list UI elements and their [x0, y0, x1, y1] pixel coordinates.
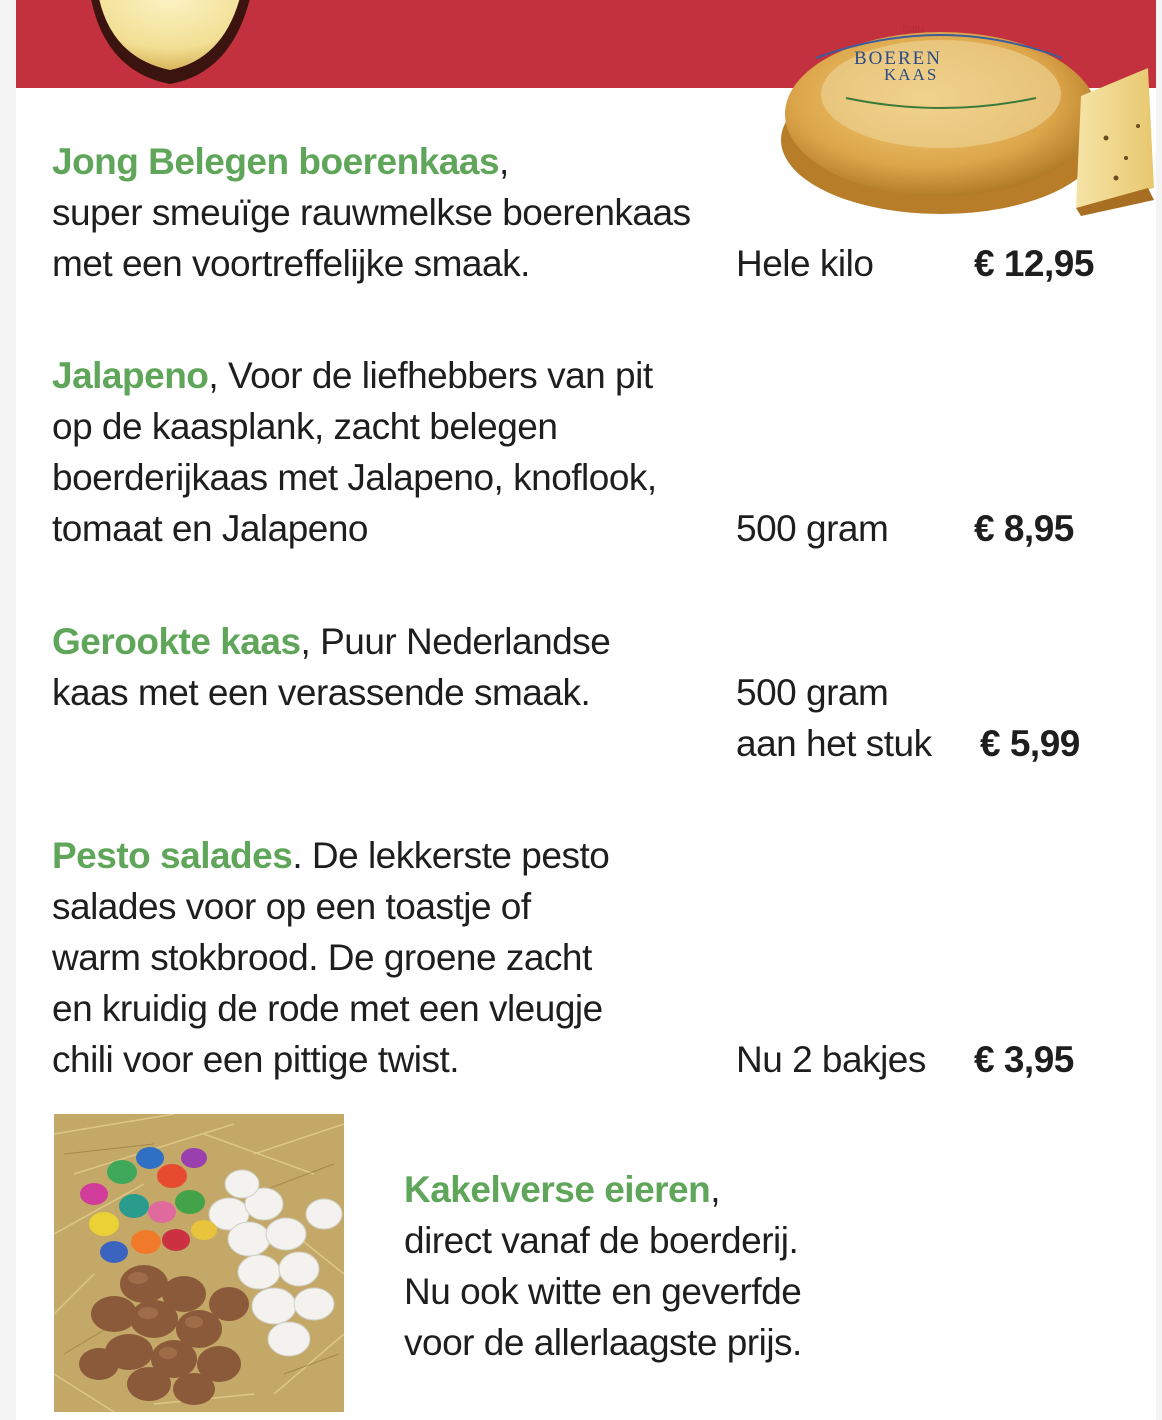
product-unit: Nu 2 bakjes — [736, 1039, 926, 1080]
product-jong-belegen — [52, 136, 691, 289]
product-name: Kakelverse eieren — [404, 1169, 711, 1210]
svg-text:BOEREN: BOEREN — [854, 48, 942, 69]
product-price: € 8,95 — [974, 508, 1074, 549]
product-price: € 3,95 — [974, 1039, 1074, 1080]
product-unit-line2: aan het stuk — [736, 723, 932, 764]
product-gerookte-kaas — [52, 616, 610, 718]
product-name-suffix: , — [710, 1169, 721, 1210]
product-description-line: tomaat en Jalapeno — [52, 508, 369, 549]
product-description-line: direct vanaf de boerderij. — [404, 1220, 799, 1261]
product-description-line: boerderijkaas met Jalapeno, knoflook, — [52, 457, 657, 498]
page-margin-right — [1156, 0, 1162, 1420]
product-name: Jalapeno — [52, 355, 209, 396]
product-name-suffix: , Voor de liefhebbers van pit — [208, 355, 653, 396]
boerenkaas-wheel-image — [776, 18, 1156, 218]
product-description-line: en kruidig de rode met een vleugje — [52, 988, 603, 1029]
product-name-suffix: , — [499, 141, 509, 182]
product-description-line: kaas met een verassende smaak. — [52, 672, 591, 713]
product-name: Jong Belegen boerenkaas — [52, 141, 500, 182]
page-margin-left — [0, 0, 16, 1420]
product-pesto-salades — [52, 830, 609, 1085]
eggs-in-straw-image — [54, 1114, 344, 1412]
cheese-slice-image — [78, 0, 258, 88]
product-description-line: warm stokbrood. De groene zacht — [52, 937, 592, 978]
product-description-line: Nu ook witte en geverfde — [404, 1271, 802, 1312]
svg-text:KAAS: KAAS — [884, 65, 939, 84]
product-jalapeno — [52, 350, 657, 554]
product-description-line: chili voor een pittige twist. — [52, 1039, 460, 1080]
product-unit: 500 gram — [736, 672, 889, 713]
product-description-line: op de kaasplank, zacht belegen — [52, 406, 558, 447]
product-description-line: met een voortreffelijke smaak. — [52, 243, 530, 284]
product-description-line: voor de allerlaagste prijs. — [404, 1322, 802, 1363]
product-name: Pesto salades — [52, 835, 293, 876]
product-kakelverse-eieren — [404, 1164, 802, 1368]
product-description-line: salades voor op een toastje of — [52, 886, 531, 927]
product-unit: Hele kilo — [736, 243, 874, 284]
svg-text:Echte: Echte — [902, 24, 925, 35]
product-name-suffix: , Puur Nederlandse — [300, 621, 611, 662]
product-name: Gerookte kaas — [52, 621, 301, 662]
product-name-suffix: . De lekkerste pesto — [292, 835, 610, 876]
product-price: € 5,99 — [980, 723, 1080, 764]
product-price: € 12,95 — [974, 243, 1094, 284]
product-description-line: super smeuïge rauwmelkse boerenkaas — [52, 192, 691, 233]
product-unit: 500 gram — [736, 508, 889, 549]
